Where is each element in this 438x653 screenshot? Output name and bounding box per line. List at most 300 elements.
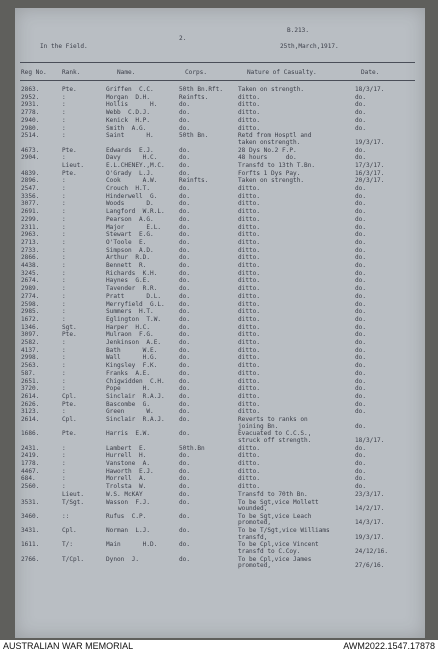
casualty-date: do. — [355, 192, 367, 200]
nature-of-casualty: struck off strength. — [238, 436, 312, 444]
rank: : — [62, 192, 66, 200]
nature-of-casualty: To be Cpl,vice James — [238, 555, 312, 563]
name: Langford W.R.L. — [106, 208, 165, 216]
name: Morgan D.H. — [106, 93, 151, 101]
rank: : — [62, 109, 66, 117]
nature-of-casualty: ditto. — [238, 269, 261, 277]
name: Pearson A.G. — [106, 215, 154, 223]
nature-of-casualty: Forfts 1 Dys Pay. — [238, 169, 301, 177]
reg-no: 1686. — [21, 430, 40, 438]
reg-no: 2547. — [21, 185, 40, 192]
rank: T/Sgt. — [62, 498, 85, 506]
nature-of-casualty: ditto. — [238, 231, 261, 239]
rank: T/: — [62, 541, 74, 549]
reg-no: 3720. — [21, 385, 40, 393]
casualty-date: do. — [355, 400, 367, 408]
table-row — [15, 542, 425, 556]
name: Dynon J. — [106, 555, 140, 563]
casualty-date: do. — [355, 101, 367, 109]
nature-of-casualty: ditto. — [238, 392, 261, 400]
reg-no: 2299. — [21, 215, 40, 223]
casualty-date: do. — [355, 354, 367, 362]
nature-of-casualty: To be Sgt,vice Leach — [238, 512, 312, 520]
table-row — [15, 417, 425, 431]
reg-no: 2733. — [21, 246, 40, 254]
casualty-date: do. — [355, 362, 367, 370]
rank: : — [62, 444, 66, 452]
corps: do. — [179, 200, 191, 208]
nature-of-casualty: Taken on strength. — [238, 177, 305, 185]
rank: : — [62, 452, 66, 460]
reg-no: 2998. — [21, 354, 40, 362]
casualty-date: do. — [355, 292, 367, 300]
page-number: 2. — [179, 35, 187, 42]
nature-of-casualty: ditto. — [238, 285, 261, 293]
reg-no: 2626. — [21, 400, 40, 408]
nature-of-casualty: ditto. — [238, 262, 261, 269]
nature-of-casualty: ditto. — [238, 254, 261, 262]
name: Hollis H. — [106, 101, 158, 109]
reg-no: 2774. — [21, 292, 40, 300]
nature-of-casualty: promoted, — [238, 519, 272, 527]
casualty-date: do. — [355, 346, 367, 354]
casualty-date: do. — [355, 331, 367, 339]
nature-of-casualty: wounded, — [238, 505, 268, 513]
corps: do. — [179, 192, 191, 200]
name: Kingsley F.K. — [106, 362, 158, 370]
name: Bath W.E. — [106, 346, 158, 354]
rank: Pte. — [62, 169, 77, 177]
nature-of-casualty: ditto. — [238, 185, 261, 192]
name: Wall H.G. — [106, 354, 158, 362]
casualty-date: do. — [355, 483, 367, 491]
nature-of-casualty: ditto. — [238, 483, 261, 491]
name: Tavender R.R. — [106, 285, 158, 293]
rank: : — [62, 254, 66, 262]
reg-no: 2713. — [21, 238, 40, 246]
corps: do. — [179, 185, 191, 192]
nature-of-casualty: ditto. — [238, 292, 261, 300]
nature-of-casualty: ditto. — [238, 308, 261, 316]
casualty-date: do. — [355, 285, 367, 293]
casualty-date: do. — [355, 408, 367, 416]
rank: : — [62, 231, 66, 239]
nature-of-casualty: transfd to C.Coy. — [238, 547, 301, 555]
header-rule-top — [20, 62, 415, 63]
name: W.S. McKAY — [106, 490, 143, 498]
rank: : — [62, 208, 66, 216]
corps: do. — [179, 231, 191, 239]
casualty-date: do. — [355, 208, 367, 216]
casualty-date: do. — [355, 323, 367, 331]
corps: 50th Bn. — [179, 132, 209, 140]
casualty-date: 23/3/17. — [355, 490, 385, 498]
nature-of-casualty: transfd, — [238, 533, 268, 541]
name: Bascombe G. — [106, 400, 151, 408]
corps: do. — [179, 146, 191, 154]
name: Vanstone A. — [106, 460, 151, 467]
rank: : — [62, 475, 66, 483]
rank: Sgt. — [62, 323, 77, 331]
casualty-date: do. — [355, 215, 367, 223]
casualty-date: 24/12/16. — [355, 547, 389, 555]
report-date: 25th,March,1917. — [280, 43, 339, 50]
name: Arthur R.D. — [106, 254, 151, 262]
corps: do. — [179, 498, 191, 506]
corps: do. — [179, 475, 191, 483]
casualty-date: do. — [355, 315, 367, 323]
rank: : — [62, 377, 66, 385]
corps: do. — [179, 154, 191, 162]
name: Hurrell H. — [106, 452, 147, 460]
rank: : — [62, 354, 66, 362]
name: Green W. — [106, 408, 154, 416]
rank: Cpl. — [62, 416, 77, 423]
corps: do. — [179, 323, 191, 331]
rank: Lieut. — [62, 161, 85, 169]
table-row — [15, 557, 425, 571]
name: Summers H.T. — [106, 308, 154, 316]
reg-no: 2940. — [21, 116, 40, 124]
name: O'Grady L.J. — [106, 169, 154, 177]
nature-of-casualty: ditto. — [238, 124, 261, 132]
col-corps: Corps. — [185, 69, 208, 76]
corps: do. — [179, 169, 191, 177]
nature-of-casualty: ditto. — [238, 362, 261, 370]
reg-no: 2896. — [21, 177, 40, 185]
corps: do. — [179, 238, 191, 246]
corps: do. — [179, 109, 191, 117]
corps: do. — [179, 430, 191, 438]
rank: : — [62, 346, 66, 354]
name: Griffen C.C. — [106, 86, 154, 93]
corps: do. — [179, 408, 191, 416]
table-row — [15, 133, 425, 147]
name: O'Toole E. — [106, 238, 147, 246]
col-name: Name. — [117, 69, 136, 76]
name: Woods D. — [106, 200, 154, 208]
name: Morrell A. — [106, 475, 147, 483]
reg-no: 4438. — [21, 262, 40, 269]
reg-no: 587. — [21, 369, 36, 377]
casualty-date: do. — [355, 109, 367, 117]
location: In the Field. — [40, 43, 88, 50]
name: Sinclair R.A.J. — [106, 392, 165, 400]
name: Webb C.D.J. — [106, 109, 151, 117]
nature-of-casualty: Evacuated to C.C.S., — [238, 430, 312, 438]
document-number: B.213. — [287, 27, 310, 34]
reg-no: 2311. — [21, 223, 40, 231]
name: Simpson A.D. — [106, 246, 154, 254]
casualty-date: do. — [355, 146, 367, 154]
col-reg-no: Reg No. — [21, 69, 47, 76]
rank: : — [62, 185, 66, 192]
reg-no: 2431. — [21, 444, 40, 452]
corps: do. — [179, 354, 191, 362]
name: Pope H. — [106, 385, 151, 393]
rank: : — [62, 315, 66, 323]
corps: do. — [179, 101, 191, 109]
name: Franks A.E. — [106, 369, 151, 377]
rank: : — [62, 154, 66, 162]
nature-of-casualty: ditto. — [238, 377, 261, 385]
reg-no: 1346. — [21, 323, 40, 331]
corps: do. — [179, 315, 191, 323]
corps: do. — [179, 369, 191, 377]
casualty-date: do. — [355, 444, 367, 452]
casualty-date: do. — [355, 369, 367, 377]
name: Crouch H.T. — [106, 185, 151, 192]
name: Norman L.J. — [106, 527, 151, 535]
nature-of-casualty: ditto. — [238, 467, 261, 475]
nature-of-casualty: ditto. — [238, 223, 261, 231]
corps: do. — [179, 346, 191, 354]
casualty-date: 19/3/17. — [355, 138, 385, 146]
col-rank: Rank. — [62, 69, 81, 76]
reg-no: 1778. — [21, 460, 40, 467]
reg-no: 2419. — [21, 452, 40, 460]
reg-no: 2691. — [21, 208, 40, 216]
casualty-date: 18/3/17. — [355, 436, 385, 444]
rank: : — [62, 132, 66, 140]
rank: : — [62, 177, 66, 185]
reg-no: 4467. — [21, 467, 40, 475]
casualty-date: 16/3/17. — [355, 169, 385, 177]
name: Cook A.W. — [106, 177, 158, 185]
rank: : — [62, 369, 66, 377]
column-header-row — [15, 70, 425, 84]
corps: do. — [179, 124, 191, 132]
table-row — [15, 431, 425, 445]
casualty-date: do. — [355, 124, 367, 132]
name: Wasson F.J. — [106, 498, 151, 506]
name: Chigwidden C.H. — [106, 377, 165, 385]
nature-of-casualty: ditto. — [238, 101, 261, 109]
rank: : — [62, 339, 66, 346]
rank: : — [62, 308, 66, 316]
rank: T/Cpl. — [62, 555, 85, 563]
rank: Pte. — [62, 400, 77, 408]
casualty-date: do. — [355, 154, 367, 162]
rank: : — [62, 238, 66, 246]
reg-no: 3077. — [21, 200, 40, 208]
nature-of-casualty: To be Sgt,vice Mollett — [238, 498, 319, 506]
rank: : — [62, 116, 66, 124]
table-row — [15, 528, 425, 542]
casualty-date: 14/3/17. — [355, 519, 385, 527]
name: Saint H. — [106, 132, 154, 140]
name: Main H.D. — [106, 541, 158, 549]
rank: : — [62, 223, 66, 231]
name: Stewart E.G. — [106, 231, 154, 239]
casualty-date: do. — [355, 385, 367, 393]
name: Haworth E.J. — [106, 467, 154, 475]
reg-no: 2963. — [21, 231, 40, 239]
rank: : — [62, 246, 66, 254]
nature-of-casualty: ditto. — [238, 339, 261, 346]
name: E.L.CHENEY.,M.C. — [106, 161, 165, 169]
corps: do. — [179, 285, 191, 293]
rank: : — [62, 385, 66, 393]
reg-no: 2985. — [21, 308, 40, 316]
name: Kenick H.P. — [106, 116, 151, 124]
reg-no: 3123. — [21, 408, 40, 416]
rank: : — [62, 285, 66, 293]
casualty-date: do. — [355, 308, 367, 316]
corps: Reinfts. — [179, 177, 209, 185]
rank: : — [62, 269, 66, 277]
table-row — [15, 514, 425, 528]
casualty-date: do. — [355, 116, 367, 124]
casualty-date: do. — [355, 185, 367, 192]
corps: do. — [179, 208, 191, 216]
name: Hinderwell G. — [106, 192, 158, 200]
header-rule-bottom — [20, 80, 415, 81]
rank: Lieut. — [62, 490, 85, 498]
casualty-date: do. — [355, 300, 367, 308]
nature-of-casualty: promoted, — [238, 562, 272, 570]
reg-no: 2904. — [21, 154, 40, 162]
reg-no: 3531. — [21, 498, 40, 506]
casualty-date: 20/3/17. — [355, 177, 385, 185]
nature-of-casualty: To be T/Sgt,vice Williams — [238, 527, 330, 535]
reg-no: 1611. — [21, 541, 40, 549]
nature-of-casualty: joining Bn. — [238, 422, 279, 430]
corps: do. — [179, 161, 191, 169]
nature-of-casualty: To be Cpl,vice Vincent — [238, 541, 319, 549]
nature-of-casualty: 28 Dys No.2 F.P. — [238, 146, 297, 154]
table-row — [15, 500, 425, 514]
footer-source: AUSTRALIAN WAR MEMORIAL — [3, 641, 134, 651]
reg-no: 4839. — [21, 169, 40, 177]
name: Jenkinson A.E. — [106, 339, 162, 346]
rank: : — [62, 124, 66, 132]
corps: do. — [179, 392, 191, 400]
reg-no: 2598. — [21, 300, 40, 308]
casualty-date: do. — [355, 475, 367, 483]
nature-of-casualty: ditto. — [238, 452, 261, 460]
nature-of-casualty: ditto. — [238, 192, 261, 200]
reg-no: 3097. — [21, 331, 40, 339]
casualty-date: 17/3/17. — [355, 161, 385, 169]
casualty-date: do. — [355, 460, 367, 467]
reg-no: 2931. — [21, 101, 40, 109]
name: Smith A.G. — [106, 124, 147, 132]
reg-no: 2560. — [21, 483, 40, 491]
corps: do. — [179, 555, 191, 563]
reg-no: 2952. — [21, 93, 40, 101]
corps: do. — [179, 116, 191, 124]
rank: Pte. — [62, 146, 77, 154]
casualty-date: do. — [355, 422, 367, 430]
rank: : — [62, 300, 66, 308]
reg-no: 2614. — [21, 392, 40, 400]
corps: do. — [179, 339, 191, 346]
nature-of-casualty: ditto. — [238, 208, 261, 216]
rank: : — [62, 292, 66, 300]
casualty-date: 18/3/17. — [355, 86, 385, 93]
name: Haynes G.E. — [106, 277, 151, 285]
reg-no: 2863. — [21, 86, 40, 93]
nature-of-casualty: taken onstrength. — [238, 138, 301, 146]
corps: do. — [179, 460, 191, 467]
rank: Cpl. — [62, 527, 77, 535]
casualty-date: do. — [355, 246, 367, 254]
nature-of-casualty: ditto. — [238, 444, 261, 452]
reg-no: 2514. — [21, 132, 40, 140]
corps: do. — [179, 512, 191, 520]
corps: do. — [179, 541, 191, 549]
rank: : — [62, 408, 66, 416]
casualty-date: do. — [355, 339, 367, 346]
name: Pratt D.L. — [106, 292, 162, 300]
reg-no: 2989. — [21, 285, 40, 293]
document-page — [15, 8, 425, 638]
footer-bar — [0, 640, 438, 653]
nature-of-casualty: 48 hours do. — [238, 154, 297, 162]
reg-no: 2674. — [21, 277, 40, 285]
reg-no: 2582. — [21, 339, 40, 346]
name: Richards K.H. — [106, 269, 158, 277]
nature-of-casualty: ditto. — [238, 346, 261, 354]
corps: do. — [179, 277, 191, 285]
nature-of-casualty: ditto. — [238, 460, 261, 467]
name: Harper H.C. — [106, 323, 151, 331]
name: Sinclair R.A.J. — [106, 416, 165, 423]
nature-of-casualty: ditto. — [238, 475, 261, 483]
corps: do. — [179, 385, 191, 393]
corps: do. — [179, 331, 191, 339]
corps: do. — [179, 527, 191, 535]
casualty-date: do. — [355, 467, 367, 475]
nature-of-casualty: ditto. — [238, 200, 261, 208]
casualty-date: do. — [355, 254, 367, 262]
name: Major E.L. — [106, 223, 162, 231]
name: Eglington T.W. — [106, 315, 162, 323]
casualty-date: do. — [355, 200, 367, 208]
rank: Pte. — [62, 86, 77, 93]
nature-of-casualty: Retd from Hosptl and — [238, 132, 312, 140]
rank: : — [62, 277, 66, 285]
rank: : — [62, 200, 66, 208]
nature-of-casualty: ditto. — [238, 408, 261, 416]
reg-no: 4137. — [21, 346, 40, 354]
rank: Cpl. — [62, 392, 77, 400]
nature-of-casualty: Taken on strength. — [238, 86, 305, 93]
casualty-date: 27/6/16. — [355, 562, 385, 570]
name: Trolsta W. — [106, 483, 147, 491]
rank: Pte. — [62, 331, 77, 339]
corps: do. — [179, 362, 191, 370]
reg-no: 3245. — [21, 269, 40, 277]
corps: 50th Bn.Rft. — [179, 86, 224, 93]
col-date: Date. — [361, 69, 380, 76]
corps: do. — [179, 400, 191, 408]
col-nature: Nature of Casualty. — [247, 69, 317, 76]
casualty-date: do. — [355, 262, 367, 269]
nature-of-casualty: ditto. — [238, 300, 261, 308]
reg-no: 684. — [21, 475, 36, 483]
corps: do. — [179, 452, 191, 460]
corps: do. — [179, 262, 191, 269]
reg-no: 2980. — [21, 124, 40, 132]
rank: : — [62, 460, 66, 467]
casualty-date: do. — [355, 93, 367, 101]
corps: do. — [179, 223, 191, 231]
corps: Reinfts. — [179, 93, 209, 101]
corps: do. — [179, 416, 191, 423]
reg-no: 3356. — [21, 192, 40, 200]
